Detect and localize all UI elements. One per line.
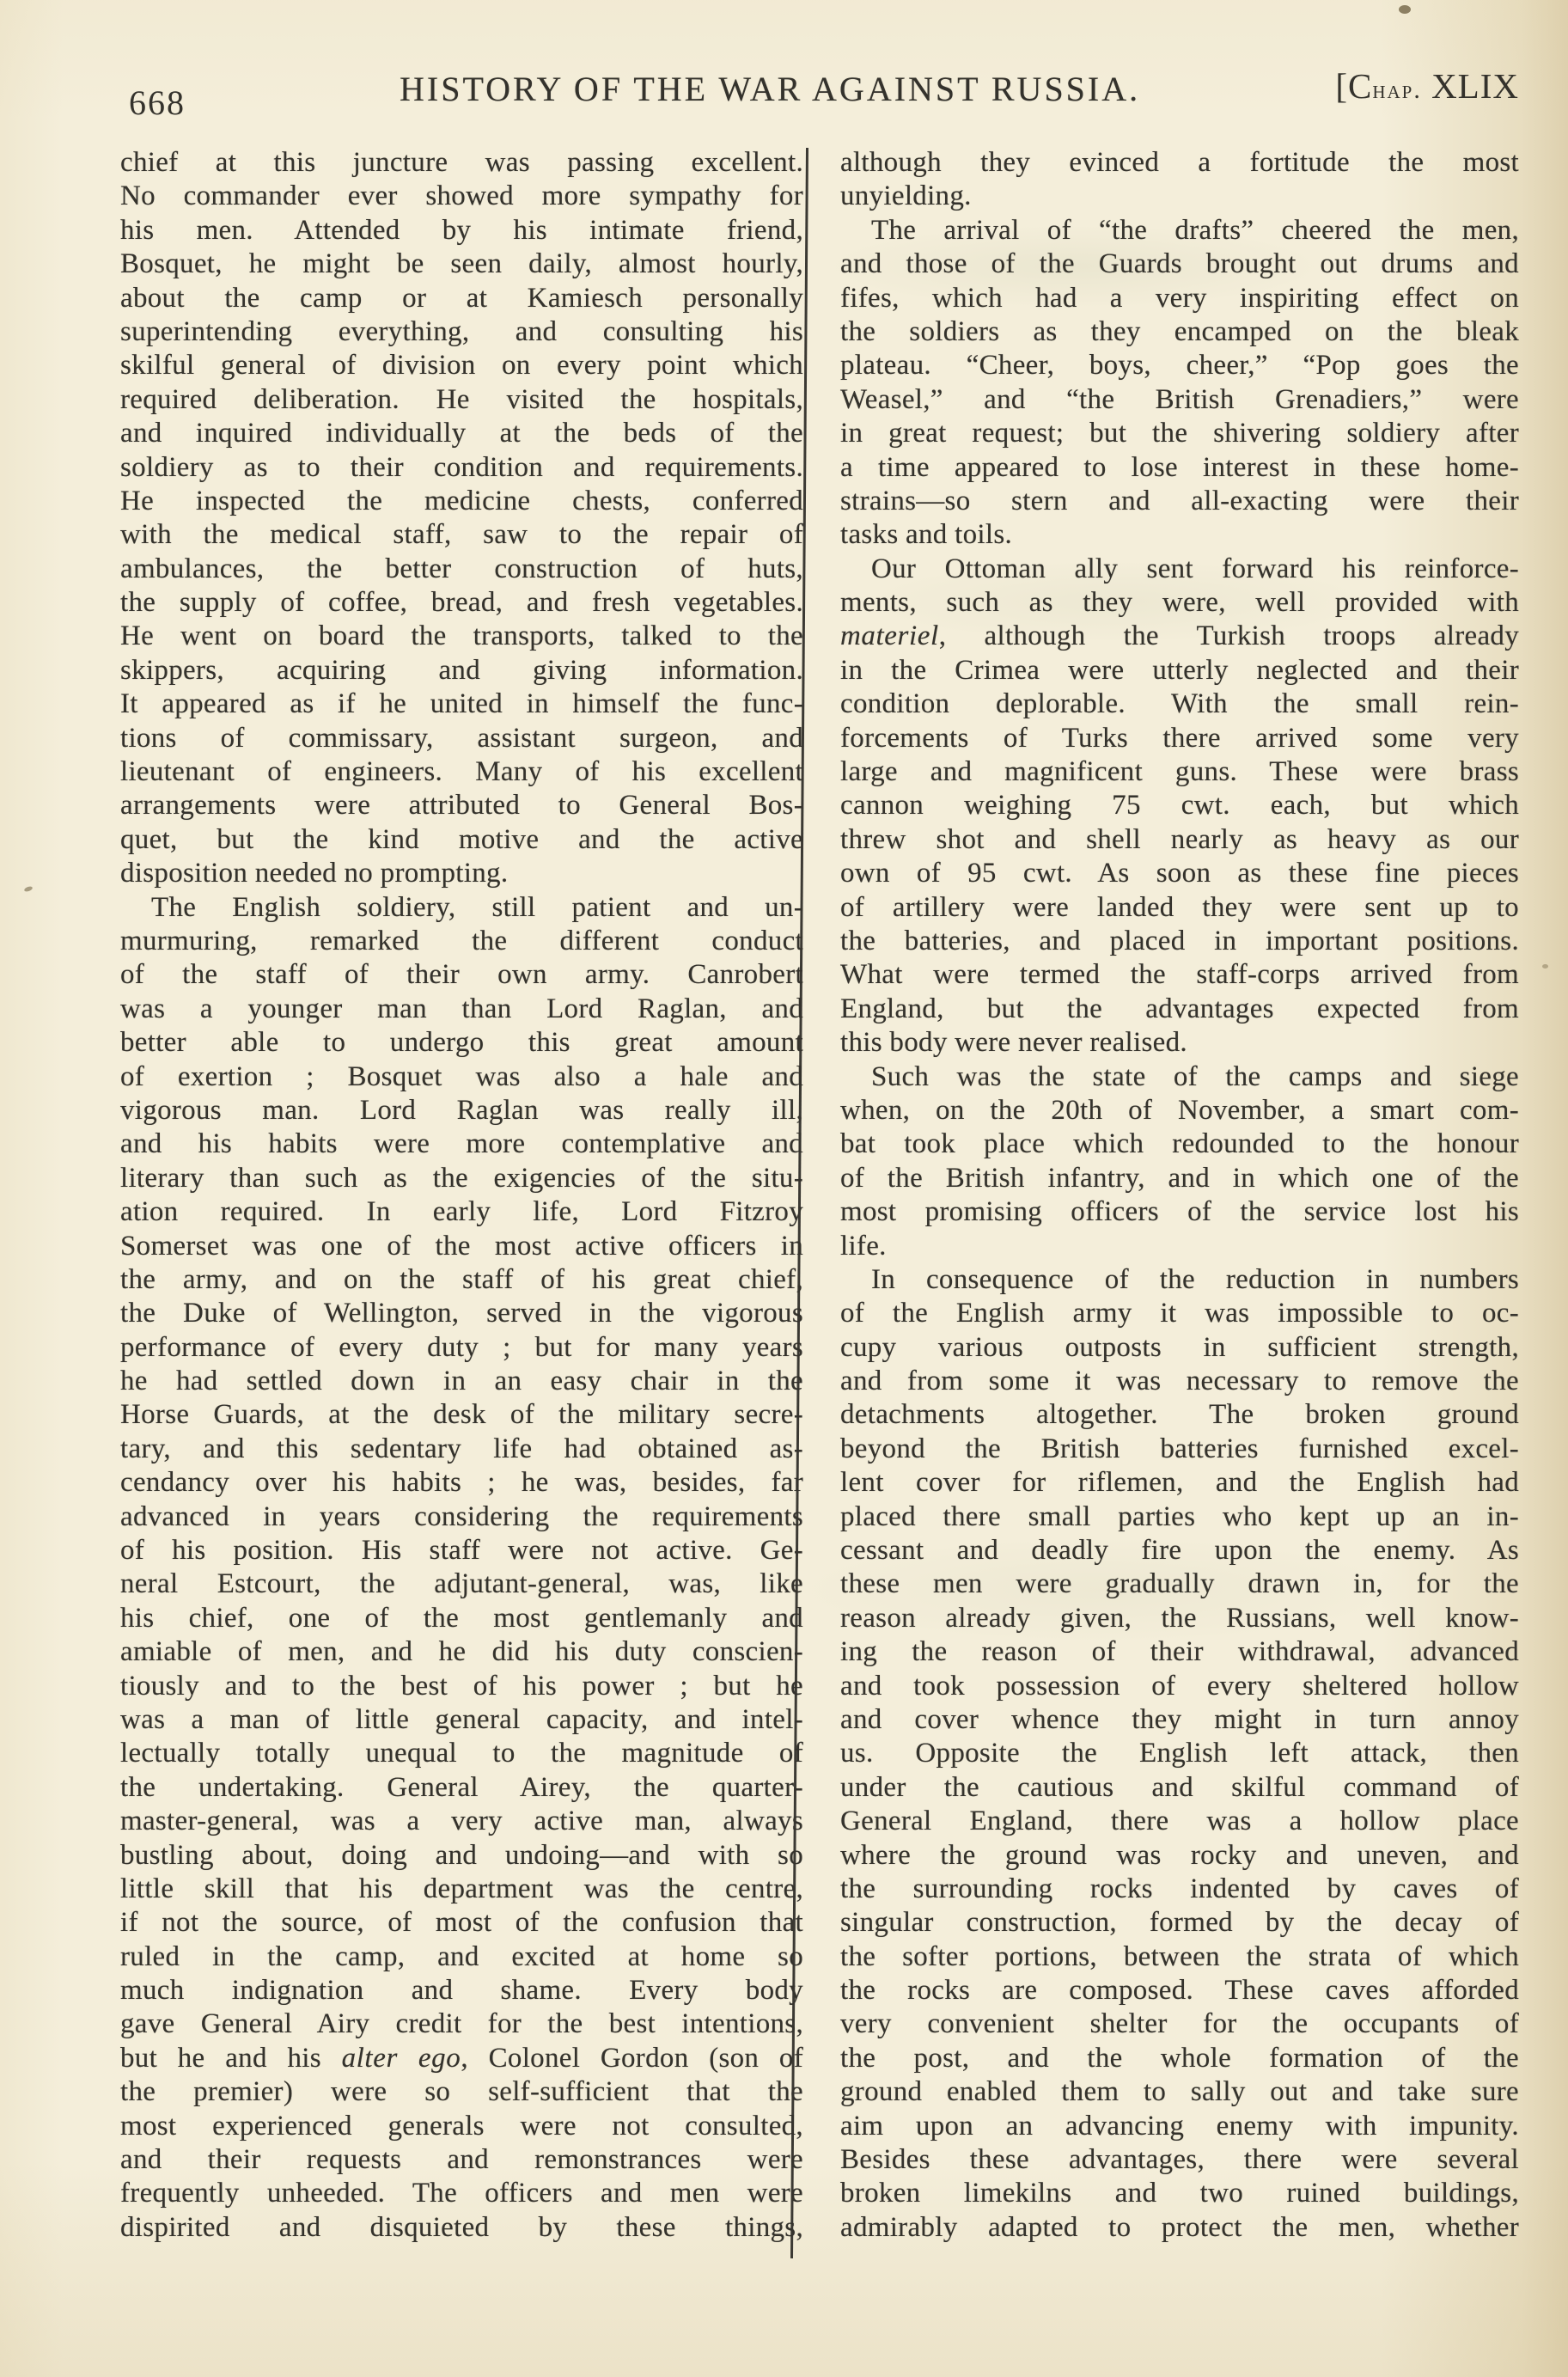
text-line: about the camp or at Kamiesch personally [120, 282, 803, 314]
text-line: although they evinced a fortitude the most [840, 147, 1519, 178]
paper-speck [1542, 964, 1548, 969]
text-line: bustling about, doing and undoing—and with so [120, 1839, 803, 1871]
text-line: ruled in the camp, and excited at home so [120, 1940, 803, 1972]
text-line: Our Ottoman ally sent forward his reinforce- [871, 553, 1519, 584]
text-line: the army, and on the staff of his great chief, [120, 1263, 803, 1295]
text-line: performance of every duty ; but for many years [120, 1331, 803, 1363]
text-line: aim upon an advancing enemy with impunity. [840, 2110, 1519, 2142]
text-line: very convenient shelter for the occupants of [840, 2008, 1519, 2040]
text-line: England, but the advantages expected from [840, 993, 1519, 1024]
text-line: of his position. His staff were not active. Ge- [120, 1535, 803, 1567]
text-line: little skill that his department was the centre, [120, 1873, 803, 1904]
text-line: the rocks are composed. These caves afforded [840, 1975, 1519, 2007]
text-line: skippers, acquiring and giving information. [120, 654, 803, 686]
text-line: cessant and deadly fire upon the enemy. As [840, 1535, 1519, 1567]
text-line: reason already given, the Russians, well know- [840, 1602, 1519, 1634]
text-line: General England, there was a hollow place [840, 1806, 1519, 1837]
text-line: amiable of men, and he did his duty conscien- [120, 1636, 803, 1668]
text-line: The English soldiery, still patient and un- [151, 891, 803, 923]
text-line: cendancy over his habits ; he was, besides, far [120, 1467, 803, 1499]
text-line: Bosquet, he might be seen daily, almost hourly, [120, 248, 803, 280]
text-line: he had settled down in an easy chair in the [120, 1366, 803, 1397]
text-line: of exertion ; Bosquet was also a hale and [120, 1060, 803, 1092]
text-line: where the ground was rocky and uneven, and [840, 1839, 1519, 1871]
text-line: He inspected the medicine chests, conferred [120, 485, 803, 516]
text-line: these men were gradually drawn in, for the [840, 1568, 1519, 1600]
text-line: cannon weighing 75 cwt. each, but which [840, 790, 1519, 822]
text-line: quet, but the kind motive and the active [120, 823, 803, 855]
text-line: if not the source, of most of the confusion that [120, 1907, 803, 1939]
text-line: lent cover for riflemen, and the English had [840, 1467, 1519, 1499]
text-line: Weasel,” and “the British Grenadiers,” were [840, 383, 1519, 415]
text-line: and their requests and remonstrances were [120, 2144, 803, 2176]
text-line: vigorous man. Lord Raglan was really ill, [120, 1094, 803, 1126]
text-line: in great request; but the shivering soldiery after [840, 418, 1519, 449]
text-line: but he and his alter ego, Colonel Gordon (son of [120, 2042, 804, 2074]
chapter-open: [C [1335, 66, 1373, 106]
running-title: HISTORY OF THE WAR AGAINST RUSSIA. [400, 70, 1141, 108]
text-line: and those of the Guards brought out drums and [840, 248, 1519, 280]
text-line: most experienced generals were not consulted, [120, 2110, 803, 2142]
text-line: required deliberation. He visited the hospitals, [120, 383, 803, 415]
text-line: the surrounding rocks indented by caves of [840, 1873, 1519, 1904]
text-line: own of 95 cwt. As soon as these fine pieces [840, 858, 1519, 889]
text-line: and took possession of every sheltered hollow [840, 1670, 1519, 1702]
text-line: advanced in years considering the requirements [120, 1500, 803, 1532]
text-line: dispirited and disquieted by these things, [120, 2211, 803, 2243]
text-line: No commander ever showed more sympathy for [120, 180, 803, 212]
chapter-numeral: XLIX [1421, 66, 1519, 106]
text-line: skilful general of division on every point which [120, 350, 803, 382]
text-line: us. Opposite the English left attack, then [840, 1738, 1519, 1769]
text-line: Horse Guards, at the desk of the military secre- [120, 1399, 803, 1431]
text-line: beyond the British batteries furnished excel- [840, 1433, 1519, 1464]
text-line: when, on the 20th of November, a smart com- [840, 1094, 1519, 1126]
text-line: Besides these advantages, there were several [840, 2144, 1519, 2176]
text-line: It appeared as if he united in himself the func- [120, 688, 803, 720]
text-line: the post, and the whole formation of the [840, 2042, 1519, 2074]
text-line: this body were never realised. [840, 1027, 1187, 1059]
text-line: condition deplorable. With the small rein- [840, 688, 1519, 720]
text-line: fifes, which had a very inspiriting effect on [840, 282, 1519, 314]
text-line: murmuring, remarked the different conduct [120, 925, 803, 956]
text-line: tiously and to the best of his power ; but he [120, 1670, 803, 1702]
text-line: most promising officers of the service lost his [840, 1196, 1519, 1228]
text-line: In consequence of the reduction in numbers [871, 1263, 1519, 1295]
text-line: the supply of coffee, bread, and fresh vegetables. [120, 587, 803, 619]
text-line: large and magnificent guns. These were brass [840, 756, 1519, 788]
text-line: was a man of little general capacity, and intel- [120, 1703, 803, 1735]
text-line: literary than such as the exigencies of the situ- [120, 1162, 803, 1194]
text-line: gave General Airy credit for the best intentions, [120, 2008, 803, 2040]
text-line: threw shot and shell nearly as heavy as our [840, 823, 1519, 855]
text-line: better able to undergo this great amount [120, 1027, 803, 1059]
text-line: and inquired individually at the beds of the [120, 418, 803, 449]
text-line: chief at this juncture was passing excellent. [120, 147, 803, 178]
text-line: a time appeared to lose interest in these home- [840, 451, 1519, 483]
text-line: materiel, although the Turkish troops already [840, 620, 1519, 652]
text-line: The arrival of “the drafts” cheered the men, [871, 214, 1519, 246]
text-line: broken limekilns and two ruined buildings, [840, 2178, 1519, 2209]
text-line: his chief, one of the most gentlemanly and [120, 1602, 803, 1634]
text-line: his men. Attended by his intimate friend, [120, 214, 803, 246]
text-line: admirably adapted to protect the men, whether [840, 2211, 1519, 2243]
text-line: of the staff of their own army. Canrobert [120, 959, 803, 991]
text-line: frequently unheeded. The officers and men were [120, 2178, 803, 2209]
text-line: tions of commissary, assistant surgeon, and [120, 722, 803, 754]
text-line: the batteries, and placed in important positions. [840, 925, 1519, 956]
text-line: much indignation and shame. Every body [120, 1975, 803, 2007]
text-line: master-general, was a very active man, always [120, 1806, 803, 1837]
text-column-right [840, 146, 1519, 2245]
text-line: superintending everything, and consulting his [120, 315, 803, 347]
text-line: ments, such as they were, well provided with [840, 587, 1519, 619]
text-line: neral Estcourt, the adjutant-general, was, like [120, 1568, 803, 1600]
text-line: strains—so stern and all-exacting were their [840, 485, 1519, 516]
text-line: and from some it was necessary to remove the [840, 1366, 1519, 1397]
text-line: the undertaking. General Airey, the quarter- [120, 1771, 803, 1803]
text-line: singular construction, formed by the decay of [840, 1907, 1519, 1939]
text-line: tary, and this sedentary life had obtained as- [120, 1433, 803, 1464]
text-line: arrangements were attributed to General Bos- [120, 790, 803, 822]
text-line: ing the reason of their withdrawal, advanced [840, 1636, 1519, 1668]
text-line: life. [840, 1230, 887, 1262]
text-line: under the cautious and skilful command of [840, 1771, 1519, 1803]
text-line: in the Crimea were utterly neglected and their [840, 654, 1519, 686]
text-line: What were termed the staff-corps arrived from [840, 959, 1519, 991]
text-line: He went on board the transports, talked to the [120, 620, 803, 652]
text-line: bat took place which redounded to the honour [840, 1128, 1519, 1160]
text-line: of the British infantry, and in which one of the [840, 1162, 1519, 1194]
text-line: Somerset was one of the most active officers in [120, 1230, 803, 1262]
text-line: forcements of Turks there arrived some very [840, 722, 1519, 754]
text-line: placed there small parties who kept up an in- [840, 1500, 1519, 1532]
chapter-heading [1335, 65, 1519, 107]
text-line: and cover whence they might in turn annoy [840, 1703, 1519, 1735]
text-line: and his habits were more contemplative and [120, 1128, 803, 1160]
paper-speck [1399, 5, 1411, 14]
text-line: plateau. “Cheer, boys, cheer,” “Pop goes the [840, 350, 1519, 382]
text-line: was a younger man than Lord Raglan, and [120, 993, 803, 1024]
text-line: cupy various outposts in sufficient strength, [840, 1331, 1519, 1363]
text-line: the softer portions, between the strata of which [840, 1940, 1519, 1972]
text-line: with the medical staff, saw to the repair of [120, 519, 803, 551]
text-line: the Duke of Wellington, served in the vigorous [120, 1298, 803, 1329]
text-line: tasks and toils. [840, 519, 1013, 551]
paper-speck [23, 885, 33, 892]
text-line: the soldiers as they encamped on the bleak [840, 315, 1519, 347]
text-line: lectually totally unequal to the magnitude of [120, 1738, 803, 1769]
text-line: ground enabled them to sally out and take sure [840, 2076, 1519, 2108]
text-line: soldiery as to their condition and requirements. [120, 451, 803, 483]
text-line: detachments altogether. The broken ground [840, 1399, 1519, 1431]
page-number: 668 [129, 83, 186, 122]
text-line: ation required. In early life, Lord Fitzroy [120, 1196, 803, 1228]
text-line: of the English army it was impossible to oc- [840, 1298, 1519, 1329]
text-line: lieutenant of engineers. Many of his excellent [120, 756, 803, 788]
text-line: the premier) were so self-sufficient that the [120, 2076, 803, 2108]
text-line: disposition needed no prompting. [120, 858, 509, 889]
text-column-left [120, 146, 803, 2245]
chapter-small-caps: hap. [1372, 76, 1422, 104]
text-line: Such was the state of the camps and siege [871, 1060, 1519, 1092]
text-line: ambulances, the better construction of huts, [120, 553, 803, 584]
text-line: of artillery were landed they were sent up to [840, 891, 1519, 923]
text-line: unyielding. [840, 180, 972, 212]
